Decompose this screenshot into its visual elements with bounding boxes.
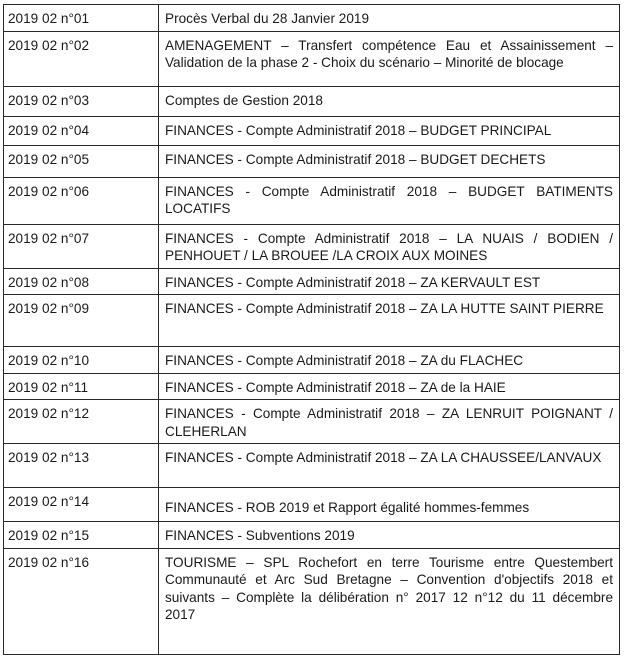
deliberation-object: FINANCES - Compte Administratif 2018 – BUDGET PRINCIPAL	[159, 116, 620, 145]
table-row	[4, 224, 620, 268]
table-row	[4, 177, 620, 224]
deliberation-number: 2019 02 n°05	[4, 145, 159, 177]
table-row	[4, 444, 620, 488]
deliberation-object: TOURISME – SPL Rochefort en terre Tourisme entre Questembert Communauté et Arc Sud Bretagne – Convention d'objectifs 2018 et suivants – Complète la délibération n° 2017 12 n°12 du 11 décembre 2017	[159, 548, 620, 654]
deliberation-number: 2019 02 n°07	[4, 224, 159, 268]
table-row	[4, 488, 620, 522]
deliberation-object: Procès Verbal du 28 Janvier 2019	[159, 5, 620, 32]
table-row	[4, 116, 620, 145]
deliberation-object: FINANCES - Compte Administratif 2018 – ZA LA CHAUSSEE/LANVAUX	[159, 444, 620, 488]
table-row	[4, 31, 620, 86]
table-row	[4, 373, 620, 400]
deliberations-table	[3, 4, 620, 655]
deliberation-number: 2019 02 n°13	[4, 444, 159, 488]
deliberation-object: FINANCES - Compte Administratif 2018 – ZA LENRUIT POIGNANT / CLEHERLAN	[159, 400, 620, 444]
table-row	[4, 86, 620, 116]
table-row	[4, 5, 620, 32]
deliberation-number: 2019 02 n°06	[4, 177, 159, 224]
deliberation-number: 2019 02 n°16	[4, 548, 159, 654]
deliberation-object: FINANCES - Subventions 2019	[159, 522, 620, 549]
deliberation-object: FINANCES - Compte Administratif 2018 – LA NUAIS / BODIEN / PENHOUET / LA BROUEE /LA CROIX AUX MOINES	[159, 224, 620, 268]
deliberation-number: 2019 02 n°03	[4, 86, 159, 116]
table-row	[4, 268, 620, 295]
deliberation-object: FINANCES - Compte Administratif 2018 – ZA KERVAULT EST	[159, 268, 620, 295]
table-row	[4, 145, 620, 177]
table-row	[4, 295, 620, 347]
deliberation-number: 2019 02 n°14	[4, 488, 159, 522]
table-row	[4, 347, 620, 374]
deliberation-number: 2019 02 n°09	[4, 295, 159, 347]
deliberation-number: 2019 02 n°12	[4, 400, 159, 444]
deliberation-number: 2019 02 n°08	[4, 268, 159, 295]
deliberation-object: FINANCES - Compte Administratif 2018 – ZA de la HAIE	[159, 373, 620, 400]
deliberation-object: AMENAGEMENT – Transfert compétence Eau et Assainissement – Validation de la phase 2 - Choix du scénario – Minorité de blocage	[159, 31, 620, 86]
deliberation-number: 2019 02 n°11	[4, 373, 159, 400]
deliberation-number: 2019 02 n°02	[4, 31, 159, 86]
deliberation-number: 2019 02 n°04	[4, 116, 159, 145]
deliberation-number: 2019 02 n°10	[4, 347, 159, 374]
deliberation-number: 2019 02 n°15	[4, 522, 159, 549]
deliberation-object: FINANCES - Compte Administratif 2018 – BUDGET DECHETS	[159, 145, 620, 177]
deliberation-object: FINANCES - Compte Administratif 2018 – ZA du FLACHEC	[159, 347, 620, 374]
table-row	[4, 522, 620, 549]
deliberation-number: 2019 02 n°01	[4, 5, 159, 32]
deliberation-object: FINANCES - Compte Administratif 2018 – BUDGET BATIMENTS LOCATIFS	[159, 177, 620, 224]
deliberation-object: FINANCES - ROB 2019 et Rapport égalité hommes-femmes	[159, 488, 620, 522]
deliberation-object: FINANCES - Compte Administratif 2018 – ZA LA HUTTE SAINT PIERRE	[159, 295, 620, 347]
table-row	[4, 548, 620, 654]
deliberation-object: Comptes de Gestion 2018	[159, 86, 620, 116]
table-row	[4, 400, 620, 444]
